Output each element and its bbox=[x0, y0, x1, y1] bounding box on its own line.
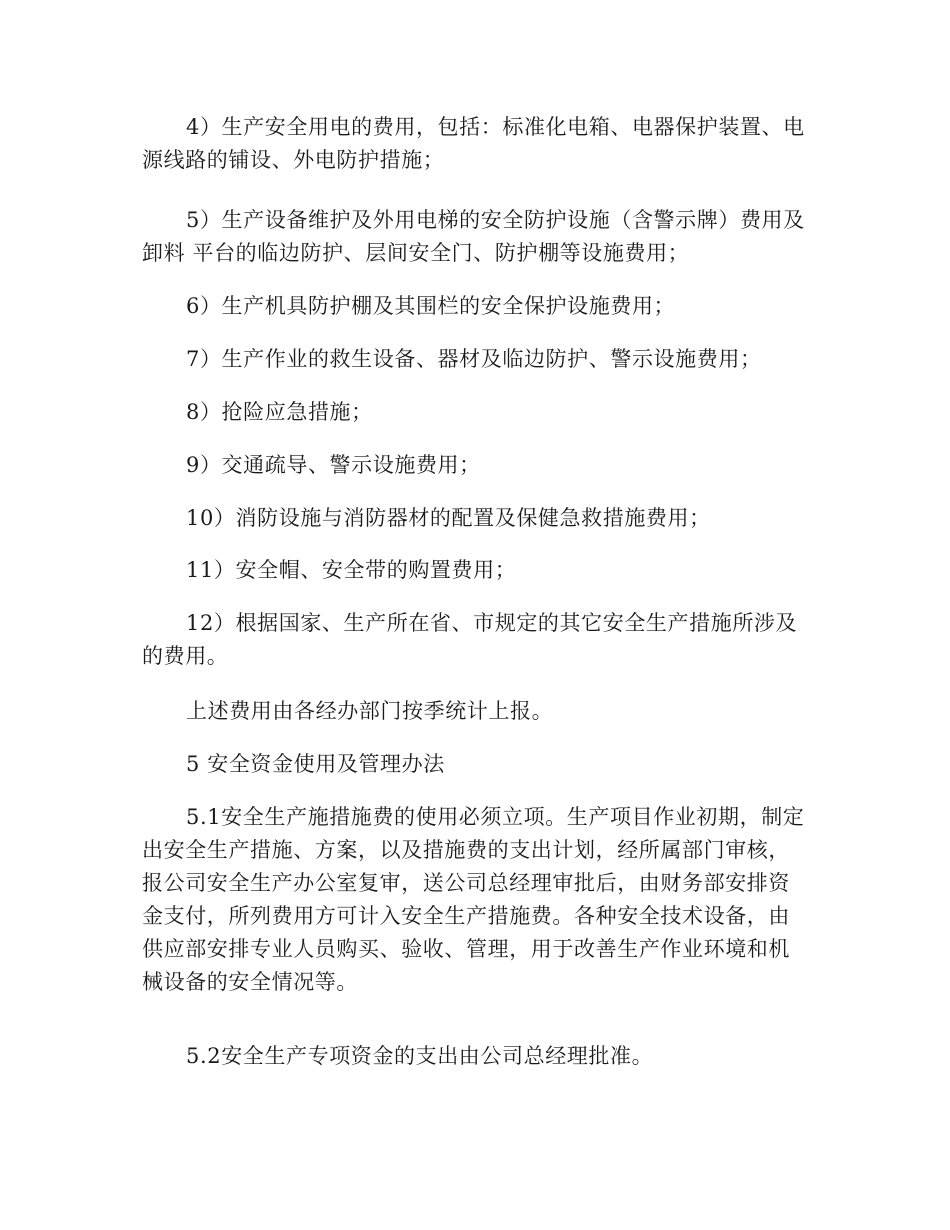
text-line: 6）生产机具防护棚及其围栏的安全保护设施费用； bbox=[186, 294, 676, 318]
text-line: 供应部安排专业人员购买、验收、管理，用于改善生产作业环境和机 bbox=[142, 937, 790, 961]
paragraph-item-8 bbox=[142, 396, 812, 429]
text-line: 械设备的安全情况等。 bbox=[142, 970, 358, 994]
text-line: 报公司安全生产办公室复审，送公司总经理审批后，由财务部安排资 bbox=[142, 871, 790, 895]
text-line: 出安全生产措施、方案，以及措施费的支出计划，经所属部门审核， bbox=[142, 838, 790, 862]
section-heading bbox=[142, 748, 812, 781]
text-line: 11）安全帽、安全带的购置费用； bbox=[186, 558, 517, 582]
paragraph-item-12 bbox=[142, 607, 812, 673]
text-line: 12）根据国家、生产所在省、市规定的其它安全生产措施所涉及 bbox=[186, 611, 798, 635]
paragraph-summary bbox=[142, 695, 812, 728]
text-line: 5.1安全生产施措施费的使用必须立项。生产项目作业初期，制定 bbox=[186, 805, 805, 829]
text-line: 的费用。 bbox=[142, 644, 229, 668]
text-line: 5.2安全生产专项资金的支出由公司总经理批准。 bbox=[186, 1044, 654, 1068]
text-line: 7）生产作业的救生设备、器材及临边防护、警示设施费用； bbox=[186, 347, 762, 371]
text-line: 源线路的铺设、外电防护措施； bbox=[142, 148, 445, 172]
paragraph-item-5 bbox=[142, 204, 812, 270]
paragraph-item-7 bbox=[142, 343, 812, 376]
paragraph-5-2 bbox=[142, 1040, 812, 1073]
paragraph-item-10 bbox=[142, 502, 812, 535]
text-line: 9）交通疏导、警示设施费用； bbox=[186, 453, 481, 477]
text-line: 上述费用由各经办部门按季统计上报。 bbox=[186, 699, 554, 723]
text-line: 卸料 平台的临边防护、层间安全门、防护棚等设施费用； bbox=[142, 241, 690, 265]
text-line: 5）生产设备维护及外用电梯的安全防护设施（含警示牌）费用及 bbox=[186, 208, 805, 232]
paragraph-item-6 bbox=[142, 290, 812, 323]
text-line: 金支付，所列费用方可计入安全生产措施费。各种安全技术设备，由 bbox=[142, 904, 790, 928]
text-line: 4）生产安全用电的费用，包括：标准化电箱、电器保护装置、电 bbox=[186, 115, 805, 139]
paragraph-item-4 bbox=[142, 111, 812, 177]
text-line: 8）抢险应急措施； bbox=[186, 400, 373, 424]
paragraph-5-1 bbox=[142, 801, 812, 999]
text-line: 10）消防设施与消防器材的配置及保健急救措施费用； bbox=[186, 506, 711, 530]
paragraph-item-11 bbox=[142, 554, 812, 587]
heading-text: 5 安全资金使用及管理办法 bbox=[186, 752, 445, 776]
paragraph-item-9 bbox=[142, 449, 812, 482]
